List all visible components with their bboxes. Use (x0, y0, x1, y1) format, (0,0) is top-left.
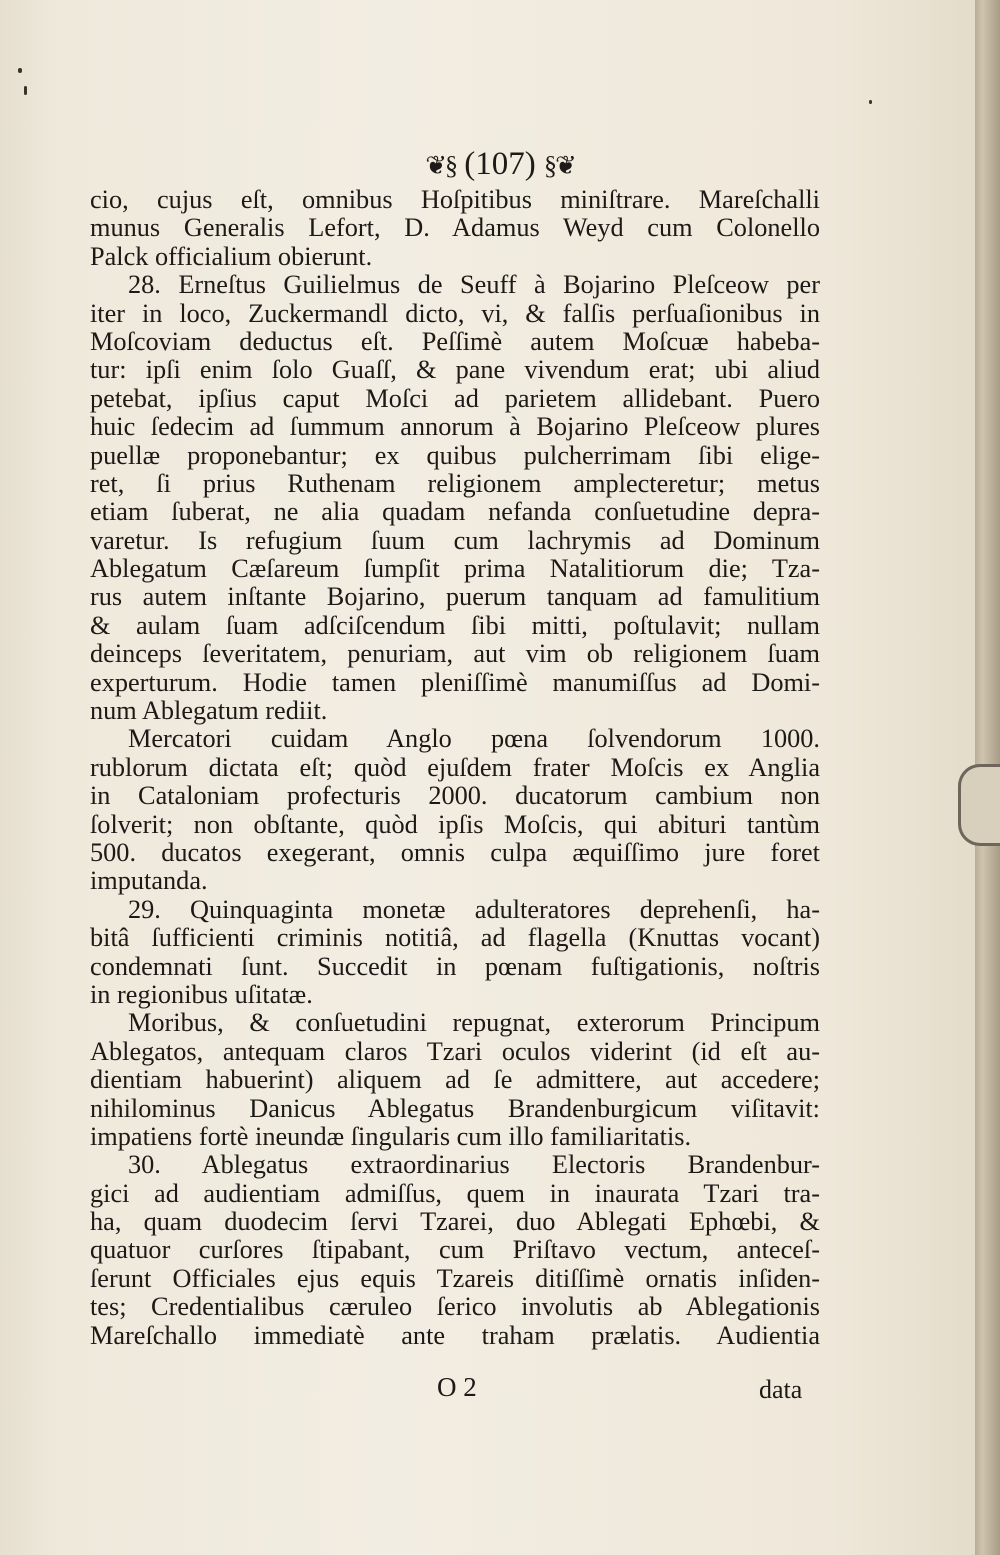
ink-speck (24, 86, 27, 95)
text-line: rublorum dictata eſt; quòd ejuſdem frater Moſcis ex Anglia (90, 752, 820, 782)
text-line: impatiens fortè ineundæ ſingularis cum illo familiaritatis. (90, 1121, 692, 1151)
text-line: Moſcoviam deductus eſt. Peſſimè autem Moſcuæ habeba- (90, 326, 820, 356)
text-line: & aulam ſuam adſciſcendum ſibi mitti, poſtulavit; nullam (90, 610, 820, 640)
text-line: petebat, ipſius caput Moſci ad parietem allidebant. Puero (90, 383, 820, 413)
catchword: data (759, 1375, 803, 1404)
text-line: 28. Erneſtus Guilielmus de Seuff à Bojarino Pleſceow per (128, 270, 820, 300)
text-line: 30. Ablegatus extraordinarius Electoris Brandenbur- (128, 1150, 820, 1180)
signature-mark: O 2 (437, 1372, 477, 1402)
page-clip (958, 764, 1000, 846)
text-line: num Ablegatum rediit. (90, 696, 328, 726)
text-line: ret, ſi prius Ruthenam religionem amplecteretur; metus (90, 468, 820, 498)
text-line: Mareſchallo immediatè ante traham prælatis. Audientia (90, 1320, 820, 1350)
text-line: Moribus, & conſuetudini repugnat, exterorum Principum (128, 1008, 820, 1038)
text-line: dientiam habuerint) aliquem ad ſe admittere, aut accedere; (90, 1065, 820, 1095)
text-line: iter in loco, Zuckermandl dicto, vi, & falſis perſuaſionibus in (90, 298, 820, 328)
text-line: Mercatori cuidam Anglo pœna ſolvendorum 1000. (128, 724, 820, 754)
text-line: experturum. Hodie tamen pleniſſimè manumiſſus ad Domi- (90, 667, 820, 697)
text-line: gici ad audientiam admiſſus, quem in inaurata Tzari tra- (90, 1178, 820, 1208)
text-line: ſolverit; non obſtante, quòd ipſis Moſcis, qui abituri tantùm (90, 809, 820, 839)
page-number: (107) (464, 146, 536, 182)
text-line: tes; Credentialibus cæruleo ſerico involutis ab Ablegationis (90, 1292, 820, 1322)
text-line: 500. ducatos exegerant, omnis culpa æquiſſimo jure foret (90, 837, 820, 867)
text-line: deinceps ſeveritatem, penuriam, aut vim ob religionem ſuam (90, 639, 820, 669)
text-line: Ablegatos, antequam claros Tzari oculos viderint (id eſt au- (90, 1036, 820, 1066)
text-line: puellæ proponebantur; ex quibus pulcherrimam ſibi elige- (90, 440, 820, 470)
text-line: bitâ ſufficienti criminis notitiâ, ad flagella (Knuttas vocant) (90, 923, 820, 953)
text-line: imputanda. (90, 866, 208, 896)
text-line: rus autem inſtante Bojarino, puerum tanquam ad famulitium (90, 582, 820, 612)
text-line: quatuor curſores ſtipabant, cum Priſtavo vectum, anteceſ- (90, 1235, 820, 1265)
left-ornament-icon: ❦§ (425, 151, 456, 181)
text-line: in Cataloniam profecturis 2000. ducatorum cambium non (90, 781, 820, 811)
right-ornament-icon: §❦ (543, 151, 575, 181)
text-line: in regionibus uſitatæ. (90, 979, 313, 1009)
text-line: 29. Quinquaginta monetæ adulteratores deprehenſi, ha- (128, 894, 820, 924)
text-line: nihilominus Danicus Ablegatus Brandenburgicum viſitavit: (90, 1093, 820, 1123)
text-line: etiam ſuberat, ne alia quadam nefanda conſuetudine depra- (90, 497, 820, 527)
text-line: cio, cujus eſt, omnibus Hoſpitibus miniſtrare. Mareſchalli (90, 185, 820, 214)
text-line: ha, quam duodecim ſervi Tzarei, duo Ablegati Ephœbi, & (90, 1207, 820, 1237)
text-line: ſerunt Officiales ejus equis Tzareis ditiſſimè ornatis inſiden- (90, 1263, 820, 1293)
text-line: munus Generalis Lefort, D. Adamus Weyd cum Colonello (90, 213, 820, 243)
text-line: Ablegatum Cæſareum ſumpſit prima Natalitiorum die; Tza- (90, 554, 820, 584)
body-text (90, 186, 820, 1350)
page-header (0, 146, 1000, 183)
text-line: condemnati ſunt. Succedit in pœnam fuſtigationis, noſtris (90, 951, 820, 981)
text-line: varetur. Is refugium ſuum cum lachrymis ad Dominum (90, 525, 820, 555)
text-line: Palck officialium obierunt. (90, 241, 373, 271)
text-line: huic ſedecim ad ſummum annorum à Bojarino Pleſceow plures (90, 412, 820, 442)
ink-speck (18, 68, 22, 73)
text-line: tur: ipſi enim ſolo Guaſſ, & pane vivendum erat; ubi aliud (90, 355, 820, 385)
ink-speck (869, 100, 872, 104)
